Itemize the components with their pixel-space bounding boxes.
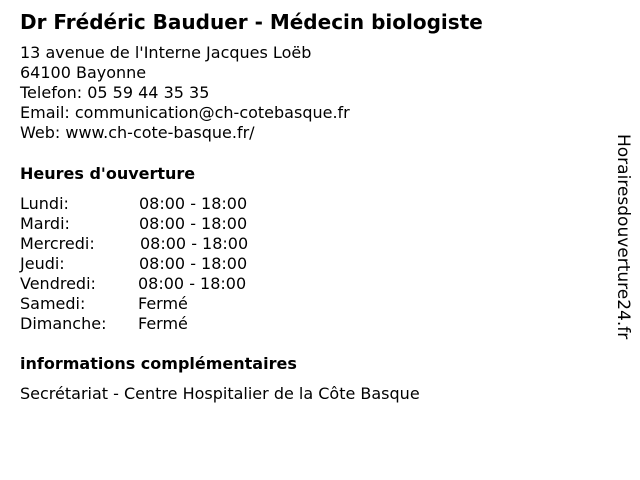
time-value: Fermé [138, 294, 188, 313]
opening-hours-heading: Heures d'ouverture [20, 164, 196, 183]
time-value: 08:00 - 18:00 [140, 234, 249, 253]
time-value: 08:00 - 18:00 [139, 214, 248, 233]
hours-row-tuesday [20, 214, 320, 234]
hours-row-wednesday [20, 234, 320, 254]
contact-block [20, 43, 350, 143]
time-value: Fermé [138, 314, 188, 333]
watermark-text: Horairesdouverture24.fr [613, 134, 633, 340]
day-label: Dimanche: [20, 314, 107, 333]
city-address: 64100 Bayonne [20, 63, 147, 82]
day-label: Mercredi: [20, 234, 95, 253]
email-address: Email: communication@ch-cotebasque.fr [20, 103, 350, 122]
street-address: 13 avenue de l'Interne Jacques Loëb [20, 43, 312, 62]
time-value: 08:00 - 18:00 [138, 274, 247, 293]
additional-info-heading: informations complémentaires [20, 354, 297, 373]
phone-number: Telefon: 05 59 44 35 35 [20, 83, 210, 102]
hours-row-monday [20, 194, 320, 214]
hours-row-saturday [20, 294, 320, 314]
hours-row-thursday [20, 254, 320, 274]
page-title: Dr Frédéric Bauduer - Médecin biologiste [20, 10, 483, 34]
day-label: Vendredi: [20, 274, 96, 293]
site-watermark [612, 134, 636, 370]
opening-hours-list [20, 194, 320, 334]
time-value: 08:00 - 18:00 [139, 254, 248, 273]
day-label: Lundi: [20, 194, 69, 213]
hours-row-friday [20, 274, 320, 294]
hours-row-sunday [20, 314, 320, 334]
day-label: Jeudi: [20, 254, 65, 273]
day-label: Samedi: [20, 294, 86, 313]
time-value: 08:00 - 18:00 [139, 194, 248, 213]
additional-info-text: Secrétariat - Centre Hospitalier de la Côte Basque [20, 384, 420, 403]
website-address: Web: www.ch-cote-basque.fr/ [20, 123, 255, 142]
day-label: Mardi: [20, 214, 70, 233]
